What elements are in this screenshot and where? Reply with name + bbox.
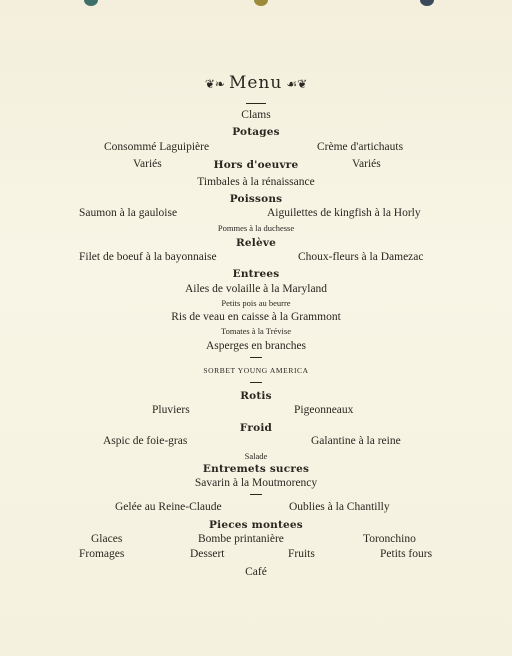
hors-left: Variés xyxy=(133,158,162,170)
title-divider xyxy=(246,103,266,104)
hors-heading: Hors d'oeuvre xyxy=(213,159,299,171)
clams: Clams xyxy=(241,109,271,121)
pieces-row1-item: Toronchino xyxy=(363,533,416,545)
cafe: Café xyxy=(245,566,267,578)
pieces-row2-item: Petits fours xyxy=(380,548,433,560)
left-ornament-icon: ❦❧ xyxy=(204,77,225,91)
ribbon-tie-left xyxy=(84,0,98,6)
entremets-right: Oublies à la Chantilly xyxy=(289,501,390,513)
froid-left: Aspic de foie-gras xyxy=(103,435,188,447)
pieces-row2-item: Dessert xyxy=(190,548,225,560)
entremets-heading: Entremets sucres xyxy=(202,463,310,475)
potages-heading: Potages xyxy=(232,126,280,138)
sorbet-divider xyxy=(250,382,262,383)
froid-side: Salade xyxy=(244,451,268,461)
releve-heading: Relève xyxy=(235,237,277,249)
pieces-heading: Pieces montees xyxy=(209,519,303,531)
poissons-right: Aiguilettes de kingfish à la Horly xyxy=(267,207,421,219)
potages-right: Crème d'artichauts xyxy=(317,141,404,153)
pieces-row2-item: Fromages xyxy=(79,548,125,560)
releve-left: Filet de boeuf à la bayonnaise xyxy=(79,251,217,263)
entrees-item1: Ailes de volaille à la Maryland xyxy=(184,283,328,295)
entremets-left: Gelée au Reine-Claude xyxy=(115,501,222,513)
rotis-right: Pigeonneaux xyxy=(294,404,354,416)
poissons-side: Pommes à la duchesse xyxy=(217,223,295,233)
pieces-row1-item: Glaces xyxy=(91,533,123,545)
hors-right: Variés xyxy=(352,158,381,170)
froid-heading: Froid xyxy=(239,422,273,434)
entremets-divider xyxy=(250,494,262,495)
entrees-item3: Asperges en branches xyxy=(205,340,307,352)
rotis-heading: Rotis xyxy=(240,390,272,402)
pieces-row2-item: Fruits xyxy=(288,548,315,560)
entrees-item1-side: Petits pois au beurre xyxy=(221,298,291,308)
entremets-center: Savarin à la Moutmorency xyxy=(194,477,318,489)
releve-right: Choux-fleurs à la Damezac xyxy=(298,251,424,263)
ribbon-tie-center xyxy=(254,0,268,6)
entrees-heading: Entrees xyxy=(232,268,280,280)
menu-title-row xyxy=(0,73,512,93)
hors-center: Timbales à la rénaissance xyxy=(197,176,315,188)
poissons-left: Saumon à la gauloise xyxy=(79,207,178,219)
entrees-divider xyxy=(250,357,262,358)
poissons-heading: Poissons xyxy=(229,193,283,205)
entrees-item2-side: Tomates à la Trévise xyxy=(221,326,291,336)
entrees-item2: Ris de veau en caisse à la Grammont xyxy=(171,311,341,323)
ribbon-tie-right xyxy=(420,0,434,6)
rotis-left: Pluviers xyxy=(152,404,190,416)
right-ornament-icon: ☙❦ xyxy=(286,77,308,91)
potages-left: Consommé Laguipière xyxy=(104,141,210,153)
sorbet: SORBET YOUNG AMERICA xyxy=(203,366,309,375)
froid-right: Galantine à la reine xyxy=(311,435,401,447)
menu-title: Menu xyxy=(228,73,283,93)
pieces-row1-item: Bombe printanière xyxy=(198,533,284,545)
